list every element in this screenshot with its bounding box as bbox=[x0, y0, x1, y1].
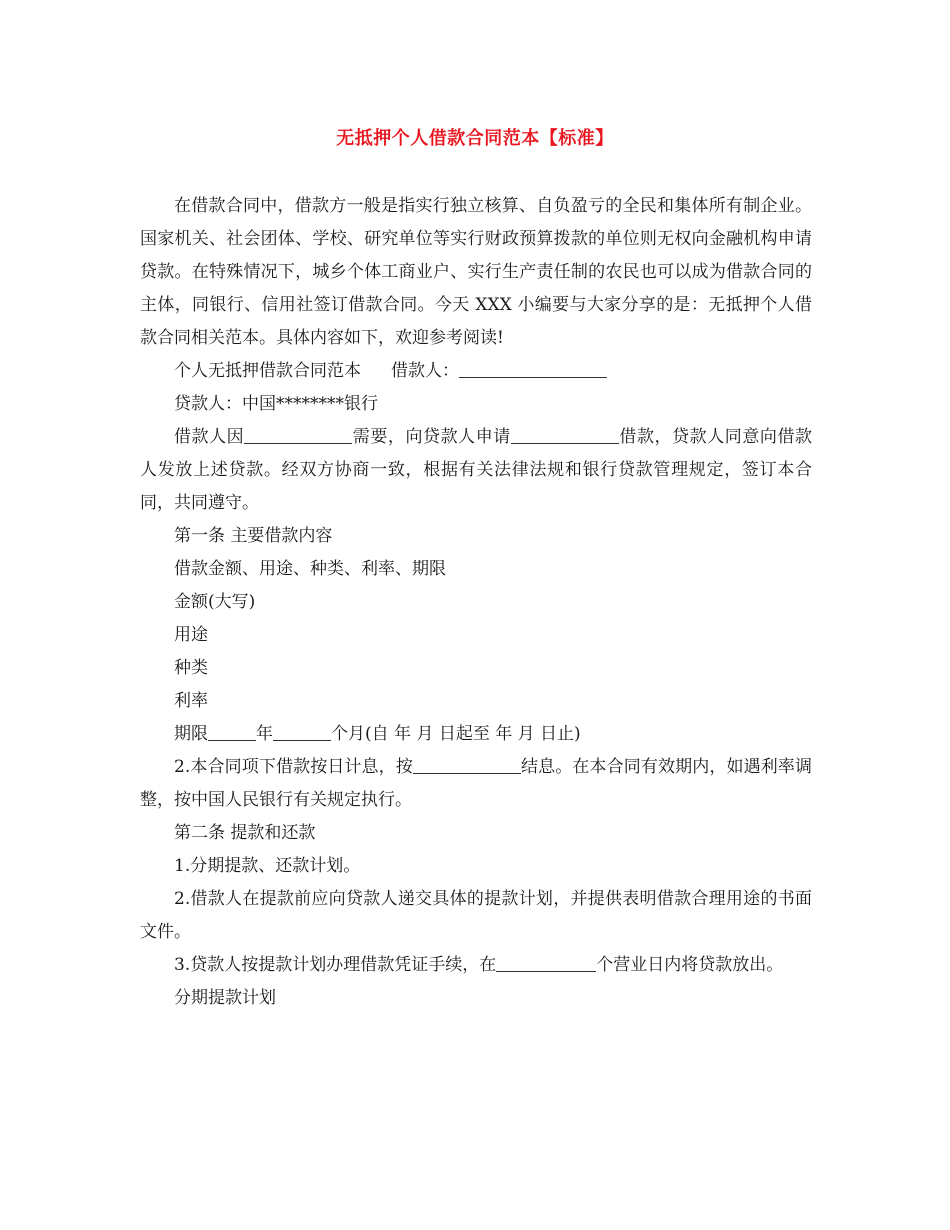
term-year: 年 bbox=[256, 724, 273, 744]
article2-item1: 1.分期提款、还款计划。 bbox=[174, 856, 361, 876]
type-line: 种类 bbox=[174, 658, 208, 678]
loan-type-blank bbox=[511, 425, 619, 444]
article2-item3 bbox=[140, 949, 812, 982]
term-label: 期限 bbox=[174, 724, 208, 744]
document-body bbox=[140, 190, 812, 1015]
interest-blank bbox=[413, 755, 521, 774]
purpose-paragraph bbox=[140, 421, 812, 520]
article1-heading: 第一条 主要借款内容 bbox=[174, 526, 333, 546]
item3-text-2: 个营业日内将贷款放出。 bbox=[596, 955, 784, 975]
purpose-text-3: 借款，贷款人同意向借款人发放上述贷款。经双方协商一致，根据有关法律法规和银行贷款管理规定，签订本合同，共同遵守。 bbox=[140, 427, 813, 513]
borrower-label: 借款人： bbox=[391, 361, 459, 381]
use-line: 用途 bbox=[174, 625, 208, 645]
interest-paragraph bbox=[140, 751, 812, 817]
document-title: 无抵押个人借款合同范本【标准】 bbox=[336, 128, 614, 149]
plan-heading: 分期提款计划 bbox=[174, 988, 276, 1008]
term-month: 个月(自 年 月 日起至 年 月 日止) bbox=[331, 724, 581, 744]
term-year-blank bbox=[208, 722, 256, 741]
business-days-blank bbox=[496, 953, 596, 972]
interest-text-1: 2.本合同项下借款按日计息，按 bbox=[174, 757, 413, 777]
article2-heading: 第二条 提款和还款 bbox=[174, 823, 316, 843]
lender-line: 贷款人：中国********银行 bbox=[174, 394, 378, 414]
term-month-blank bbox=[273, 722, 331, 741]
article2-item2: 2.借款人在提款前应向贷款人递交具体的提款计划，并提供表明借款合理用途的书面文件。 bbox=[140, 889, 812, 942]
purpose-text-2: 需要，向贷款人申请 bbox=[352, 427, 511, 447]
article1-subheading: 借款金额、用途、种类、利率、期限 bbox=[174, 559, 446, 579]
interest-text-2: 结息。在本合同有效期内，如遇利率调整，按中国人民银行有关规定执行。 bbox=[140, 757, 812, 810]
purpose-blank bbox=[244, 425, 352, 444]
amount-line: 金额(大写) bbox=[174, 592, 256, 612]
rate-line: 利率 bbox=[174, 691, 208, 711]
intro-paragraph: 在借款合同中，借款方一般是指实行独立核算、自负盈亏的全民和集体所有制企业。国家机关、社会团体、学校、研究单位等实行财政预算拨款的单位则无权向金融机构申请贷款。在特殊情况下，城乡个体工商业户、实行生产责任制的农民也可以成为借款合同的主体，同银行、信用社签订借款合同。今天 XXX 小编要与大家分享的是：无抵押个人借款合同相关范本。具体内容如下，欢迎参考阅读! bbox=[140, 196, 812, 348]
contract-name-line bbox=[140, 355, 812, 388]
contract-name: 个人无抵押借款合同范本 bbox=[174, 361, 361, 381]
term-line bbox=[140, 718, 812, 751]
item3-text-1: 3.贷款人按提款计划办理借款凭证手续，在 bbox=[174, 955, 497, 975]
purpose-text-1: 借款人因 bbox=[174, 427, 245, 447]
borrower-blank bbox=[459, 359, 607, 378]
